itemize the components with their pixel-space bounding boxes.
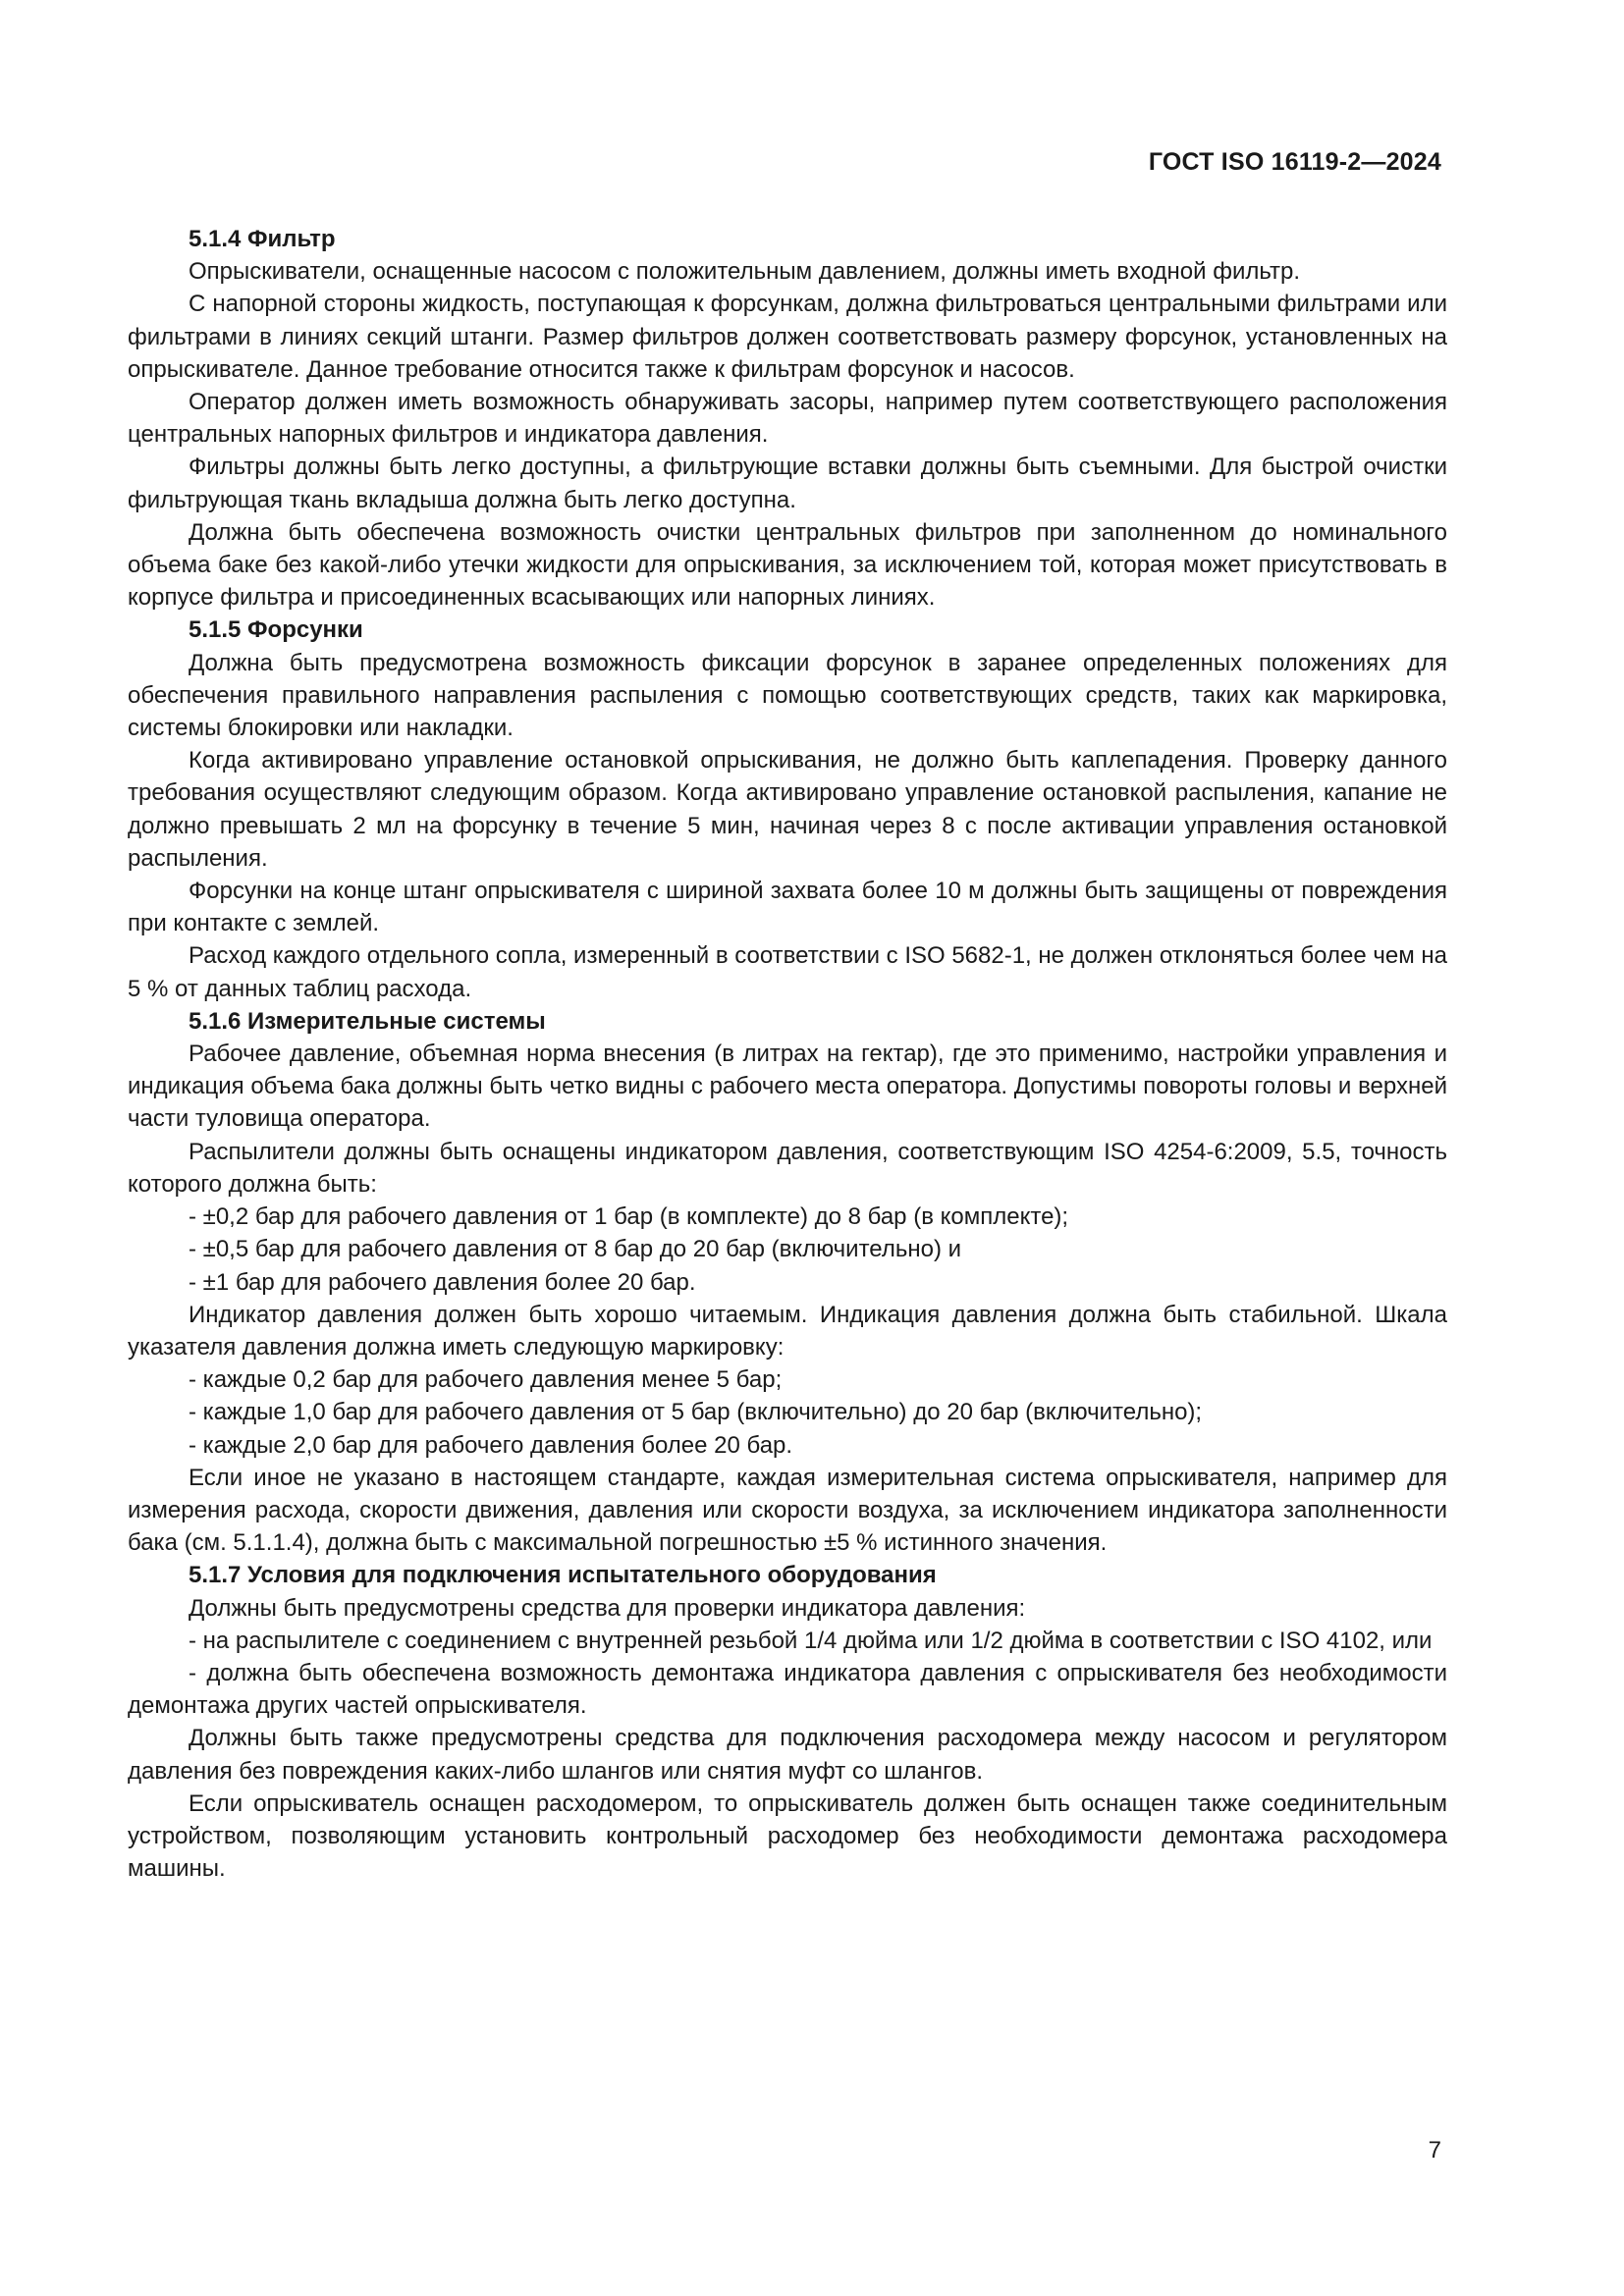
paragraph: - на распылителе с соединением с внутренней резьбой 1/4 дюйма или 1/2 дюйма в соответствии с ISO 4102, или: [189, 1627, 1433, 1654]
paragraph: Если иное не указано в настоящем стандарте, каждая измерительная система опрыскивателя, например для измерения расхода, скорости движения, давления или скорости воздуха, за исключением индикатора заполненности бака (см. 5.1.1.4), должна быть с максимальной погрешностью ±5 % истинного значения.: [128, 1464, 1447, 1557]
paragraph: Должны быть также предусмотрены средства для подключения расходомера между насосом и регулятором давления без повреждения каких-либо шлангов или снятия муфт со шлангов.: [128, 1725, 1447, 1785]
paragraph: Должна быть обеспечена возможность очистки центральных фильтров при заполненном до номинального объема баке без какой-либо утечки жидкости для опрыскивания, за исключением той, которая может присутствовать в корпусе фильтра и присоединенных всасывающих или напорных линиях.: [128, 518, 1447, 612]
paragraph: Распылители должны быть оснащены индикатором давления, соответствующим ISO 4254-6:2009, 5.5, точность которого должна быть:: [128, 1138, 1447, 1198]
paragraph: Рабочее давление, объемная норма внесения (в литрах на гектар), где это применимо, настройки управления и индикация объема бака должны быть четко видны с рабочего места оператора. Допустимы повороты головы и верхней части туловища оператора.: [128, 1041, 1447, 1133]
paragraph: Когда активировано управление остановкой опрыскивания, не должно быть каплепадения. Проверку данного требования осуществляют следующим образом. Когда активировано управление остановкой распыления, капание не должно превышать 2 мл на форсунку в течение 5 мин, начиная через 8 с после активации управления остановкой распыления.: [128, 747, 1447, 872]
paragraph: Индикатор давления должен быть хорошо читаемым. Индикация давления должна быть стабильной. Шкала указателя давления должна иметь следующую маркировку:: [128, 1301, 1447, 1361]
section-heading-5-1-7: 5.1.7 Условия для подключения испытательного оборудования: [189, 1562, 937, 1589]
list-item: - каждые 1,0 бар для рабочего давления от 5 бар (включительно) до 20 бар (включительно);: [189, 1399, 1203, 1426]
list-item: - ±0,5 бар для рабочего давления от 8 бар до 20 бар (включительно) и: [189, 1236, 962, 1263]
paragraph: Должны быть предусмотрены средства для проверки индикатора давления:: [189, 1594, 1026, 1622]
list-item: - каждые 0,2 бар для рабочего давления менее 5 бар;: [189, 1366, 783, 1394]
paragraph: Фильтры должны быть легко доступны, а фильтрующие вставки должны быть съемными. Для быстрой очистки фильтрующая ткань вкладыша должна быть легко доступна.: [128, 454, 1447, 513]
section-heading-5-1-5: 5.1.5 Форсунки: [189, 616, 363, 644]
paragraph: Если опрыскиватель оснащен расходомером, то опрыскиватель должен быть оснащен также соединительным устройством, позволяющим установить контрольный расходомер без необходимости демонтажа расходомера машины.: [128, 1789, 1447, 1883]
paragraph: - должна быть обеспечена возможность демонтажа индикатора давления с опрыскивателя без необходимости демонтажа других частей опрыскивателя.: [128, 1659, 1447, 1720]
paragraph: Опрыскиватели, оснащенные насосом с положительным давлением, должны иметь входной фильтр.: [189, 258, 1300, 286]
section-heading-5-1-6: 5.1.6 Измерительные системы: [189, 1007, 546, 1035]
list-item: - ±0,2 бар для рабочего давления от 1 бар (в комплекте) до 8 бар (в комплекте);: [189, 1203, 1069, 1231]
paragraph: Должна быть предусмотрена возможность фиксации форсунок в заранее определенных положениях для обеспечения правильного направления распыления с помощью соответствующих средств, таких как маркировка, системы блокировки или накладки.: [128, 649, 1447, 742]
paragraph: С напорной стороны жидкость, поступающая к форсункам, должна фильтроваться центральными фильтрами или фильтрами в линиях секций штанги. Размер фильтров должен соответствовать размеру форсунок, установленных на опрыскивателе. Данное требование относится также к фильтрам форсунок и насосов.: [128, 291, 1447, 383]
paragraph: Расход каждого отдельного сопла, измеренный в соответствии с ISO 5682-1, не должен отклоняться более чем на 5 % от данных таблиц расхода.: [128, 942, 1447, 1002]
paragraph: Форсунки на конце штанг опрыскивателя с шириной захвата более 10 м должны быть защищены от повреждения при контакте с землей.: [128, 878, 1447, 937]
paragraph: Оператор должен иметь возможность обнаруживать засоры, например путем соответствующего расположения центральных напорных фильтров и индикатора давления.: [128, 389, 1447, 449]
list-item: - каждые 2,0 бар для рабочего давления более 20 бар.: [189, 1431, 793, 1459]
document-body: [128, 223, 1447, 1885]
document-header: ГОСТ ISO 16119-2—2024: [1148, 148, 1441, 176]
list-item: - ±1 бар для рабочего давления более 20 бар.: [189, 1268, 696, 1296]
section-heading-5-1-4: 5.1.4 Фильтр: [189, 226, 336, 252]
page-number: 7: [1428, 2137, 1441, 2163]
